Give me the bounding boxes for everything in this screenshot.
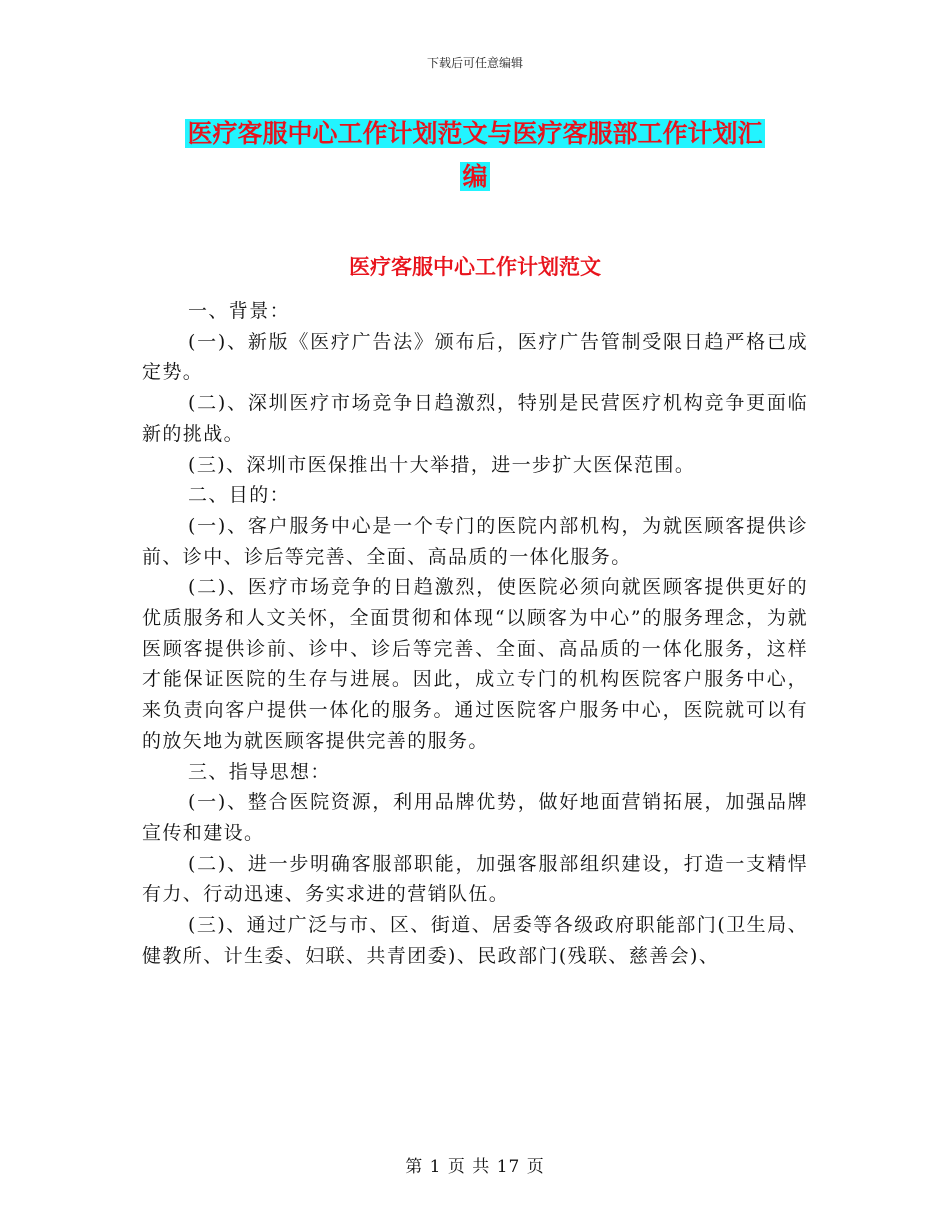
section-title: 医疗客服中心工作计划范文 <box>349 255 601 279</box>
paragraph: 一、背景： <box>188 300 291 322</box>
paragraph: (三)、深圳市医保推出十大举措，进一步扩大医保范围。 <box>188 453 696 476</box>
page-number: 第 1 页 共 17 页 <box>405 1157 545 1177</box>
paragraph: 三、指导思想： <box>188 760 331 783</box>
document-body <box>142 296 808 971</box>
title-line-2: 编 <box>462 162 488 191</box>
paragraph: (二)、深圳医疗市场竞争日趋激烈，特别是民营医疗机构竞争更面临新的挑战。 <box>142 392 808 445</box>
page-header: 下载后可任意编辑 <box>426 56 523 70</box>
title-line-1: 医疗客服中心工作计划范文与医疗客服部工作计划汇 <box>187 119 763 148</box>
paragraph: 二、目的： <box>188 484 291 507</box>
paragraph: (一)、整合医院资源，利用品牌优势，做好地面营销拓展，加强品牌宣传和建设。 <box>142 791 808 844</box>
paragraph: (二)、医疗市场竞争的日趋激烈，使医院必须向就医顾客提供更好的优质服务和人文关怀，全面贯彻和体现“以顾客为中心”的服务理念，为就医顾客提供诊前、诊中、诊后等完善、全面、高品质的一体化服务，这样才能保证医院的生存与进展。因此，成立专门的机构医院客户服务中心，来负责向客户提供一体化的服务。通过医院客户服务中心，医院就可以有的放矢地为就医顾客提供完善的服务。 <box>142 576 808 752</box>
paragraph: (一)、新版《医疗广告法》颁布后，医疗广告管制受限日趋严格已成定势。 <box>142 330 808 384</box>
paragraph: (三)、通过广泛与市、区、街道、居委等各级政府职能部门(卫生局、健教所、计生委、妇联、共青团委)、民政部门(残联、慈善会)、 <box>142 914 808 967</box>
paragraph: (二)、进一步明确客服部职能，加强客服部组织建设，打造一支精悍有力、行动迅速、务实求进的营销队伍。 <box>142 852 808 906</box>
paragraph: (一)、客户服务中心是一个专门的医院内部机构，为就医顾客提供诊前、诊中、诊后等完善、全面、高品质的一体化服务。 <box>142 514 808 568</box>
document-title <box>0 112 950 198</box>
